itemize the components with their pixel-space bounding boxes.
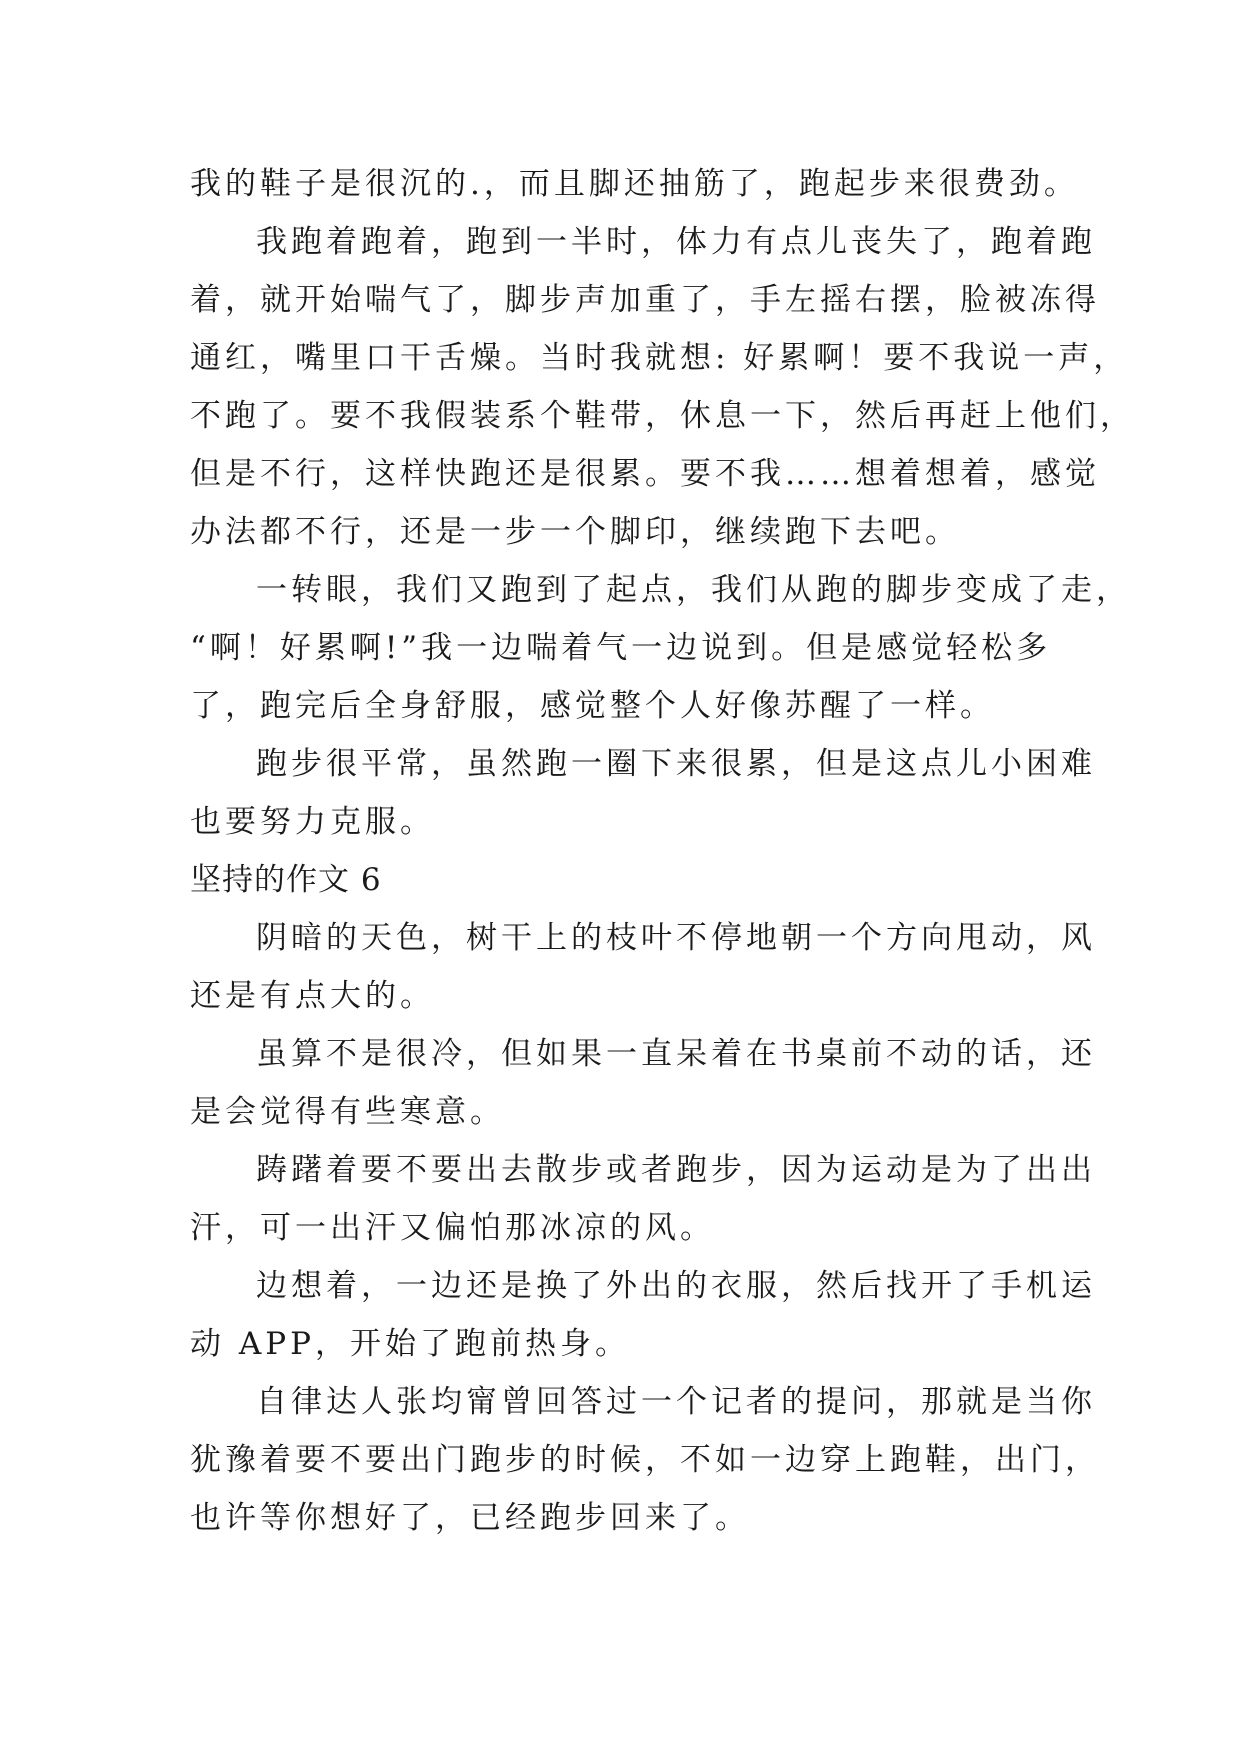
text-line: 通红，嘴里口干舌燥。当时我就想: 好累啊！要不我说一声， xyxy=(190,340,1129,376)
text-line: 不跑了。要不我假装系个鞋带，休息一下，然后再赶上他们， xyxy=(190,398,1135,434)
text-line: 也许等你想好了，已经跑步回来了。 xyxy=(190,1500,750,1536)
document-page xyxy=(190,155,1135,1547)
text-line: 踌躇着要不要出去散步或者跑步，因为运动是为了出出 xyxy=(256,1152,1096,1188)
text-line: 自律达人张均甯曾回答过一个记者的提问，那就是当你 xyxy=(256,1384,1096,1420)
text-line: 我的鞋子是很沉的.，而且脚还抽筋了，跑起步来很费劲。 xyxy=(190,166,1079,202)
text-line: 一转眼，我们又跑到了起点，我们从跑的脚步变成了走， xyxy=(256,572,1131,608)
text-line: 虽算不是很冷，但如果一直呆着在书桌前不动的话，还 xyxy=(256,1036,1096,1072)
text-line: 汗，可一出汗又偏怕那冰凉的风。 xyxy=(190,1210,715,1246)
text-line: 也要努力克服。 xyxy=(190,804,435,840)
text-line: 了，跑完后全身舒服，感觉整个人好像苏醒了一样。 xyxy=(190,688,995,724)
text-line: 着，就开始喘气了，脚步声加重了，手左摇右摆，脸被冻得 xyxy=(190,282,1100,318)
text-line: 边想着，一边还是换了外出的衣服，然后找开了手机运 xyxy=(256,1268,1096,1304)
text-line: 办法都不行，还是一步一个脚印，继续跑下去吧。 xyxy=(190,514,960,550)
section-title: 坚持的作文 6 xyxy=(190,862,382,898)
text-line: “啊！好累啊!”我一边喘着气一边说到。但是感觉轻松多 xyxy=(190,630,1052,666)
text-line: 但是不行，这样快跑还是很累。要不我……想着想着，感觉 xyxy=(190,456,1100,492)
text-line: 犹豫着要不要出门跑步的时候，不如一边穿上跑鞋，出门， xyxy=(190,1442,1100,1478)
text-line: 阴暗的天色，树干上的枝叶不停地朝一个方向甩动，风 xyxy=(256,920,1096,956)
text-line: 动 APP，开始了跑前热身。 xyxy=(190,1326,630,1362)
text-line: 还是有点大的。 xyxy=(190,978,435,1014)
text-line: 是会觉得有些寒意。 xyxy=(190,1094,505,1130)
text-line: 我跑着跑着，跑到一半时，体力有点儿丧失了，跑着跑 xyxy=(256,224,1096,260)
text-line: 跑步很平常，虽然跑一圈下来很累，但是这点儿小困难 xyxy=(256,746,1096,782)
